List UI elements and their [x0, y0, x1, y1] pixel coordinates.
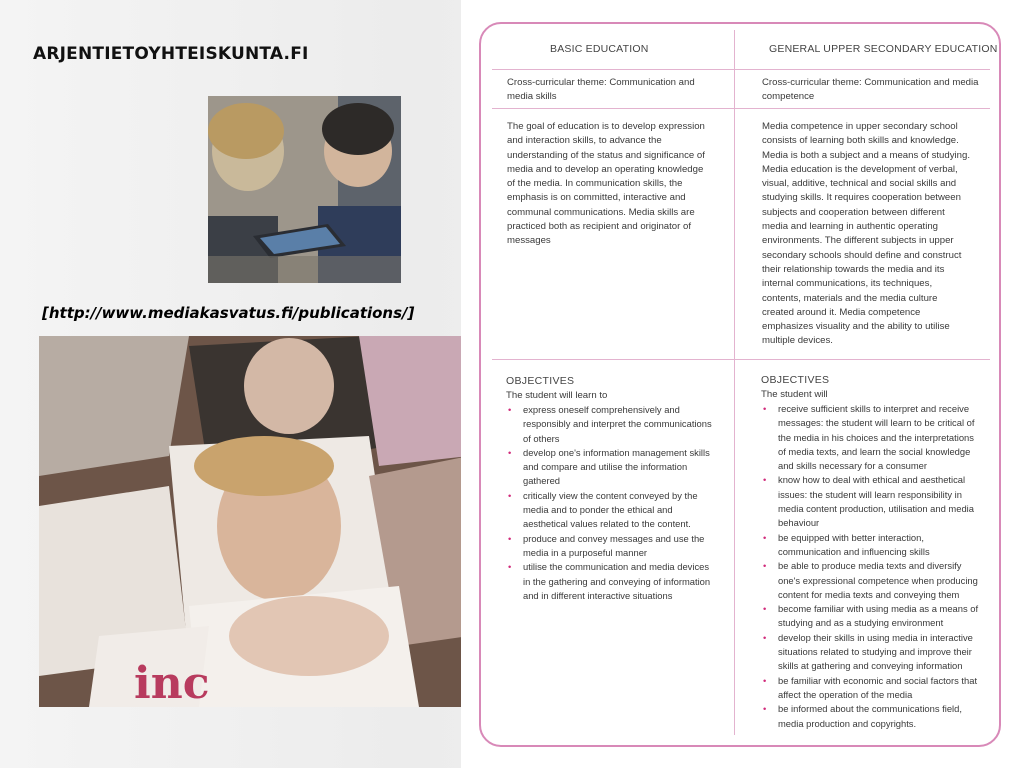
list-item: • become familiar with using media as a means of studying and as a studying environment — [761, 602, 983, 631]
basic-objectives-intro: The student will learn to — [506, 390, 608, 401]
list-item: • be informed about the communications field, media production and copyrights. — [761, 702, 983, 731]
list-item: • critically view the content conveyed by the media and to ponder the ethical and aesthetical values related to the content. — [506, 489, 716, 532]
kids-tablet-photo — [208, 96, 401, 283]
svg-text:inc: inc — [134, 658, 210, 707]
list-item: • be equipped with better interaction, communication and influencing skills — [761, 531, 983, 560]
upper-objectives-list — [761, 402, 983, 731]
list-item: • receive sufficient skills to interpret and receive messages: the student will learn to be critical of the media in his choices and the interpretations of media texts, and learn the social knowledge and skills necessary for a consumer — [761, 402, 983, 473]
row-divider-objectives — [492, 359, 990, 360]
url-caption[interactable]: [http://www.mediakasvatus.fi/publications/] — [42, 304, 415, 322]
list-item: • develop their skills in using media in interactive situations related to studying and improve their skills at gathering and conveying information — [761, 631, 983, 674]
list-item: • utilise the communication and media devices in the gathering and conveying of information and in different interactive situations — [506, 560, 716, 603]
basic-goal-text: The goal of education is to develop expression and interaction skills, to advance the understanding of the status and significance of media and to develop an operating knowledge of the media. In communication skills, the emphasis is on committed, interactive and communal communications. Media skills are practiced both as recipient and originator of messages — [507, 121, 705, 247]
basic-theme: Cross-curricular theme: Communication and media skills — [507, 77, 695, 103]
upper-objectives-intro: The student will — [761, 389, 828, 400]
list-item: • produce and convey messages and use the media in a purposeful manner — [506, 532, 716, 561]
basic-objectives-list — [506, 403, 716, 603]
magazines-photo — [39, 336, 469, 707]
upper-theme: Cross-curricular theme: Communication and media competence — [762, 77, 979, 103]
basic-objectives-heading: OBJECTIVES — [506, 375, 575, 387]
row-divider-theme-top — [492, 69, 990, 70]
upper-secondary-heading: GENERAL UPPER SECONDARY EDUCATION — [769, 43, 998, 55]
row-divider-theme-bottom — [492, 108, 990, 109]
list-item: • develop one's information management skills and compare and utilise the information gathered — [506, 446, 716, 489]
slide-title: ARJENTIETOYHTEISKUNTA.FI — [33, 44, 309, 64]
upper-goal-text: Media competence in upper secondary school consists of learning both skills and knowledge. Media is both a subject and a means of studying. Media education is the development of verbal, visual, additive, technical and social skills and studying skills. It requires cooperation between subjects and cooperation between different media and learning in authentic operating environments. The different subjects in upper secondary schools should define and construct their relationship towards the media and its internal communications, its techniques, contents, materials and the media culture created around it. Media competence emphasizes visuality and the ability to utilise multiple devices. — [762, 121, 970, 347]
upper-objectives-heading: OBJECTIVES — [761, 374, 830, 386]
list-item: • know how to deal with ethical and aesthetical issues: the student will learn responsibility in media content production, utilisation and media behaviour — [761, 473, 983, 530]
column-divider — [734, 30, 735, 735]
list-item: • be able to produce media texts and diversify one's expressional competence when producing content for media texts and conveying them — [761, 559, 983, 602]
basic-education-heading: BASIC EDUCATION — [550, 43, 649, 55]
list-item: • express oneself comprehensively and responsibly and interpret the communications of others — [506, 403, 716, 446]
list-item: • be familiar with economic and social factors that affect the operation of the media — [761, 674, 983, 703]
